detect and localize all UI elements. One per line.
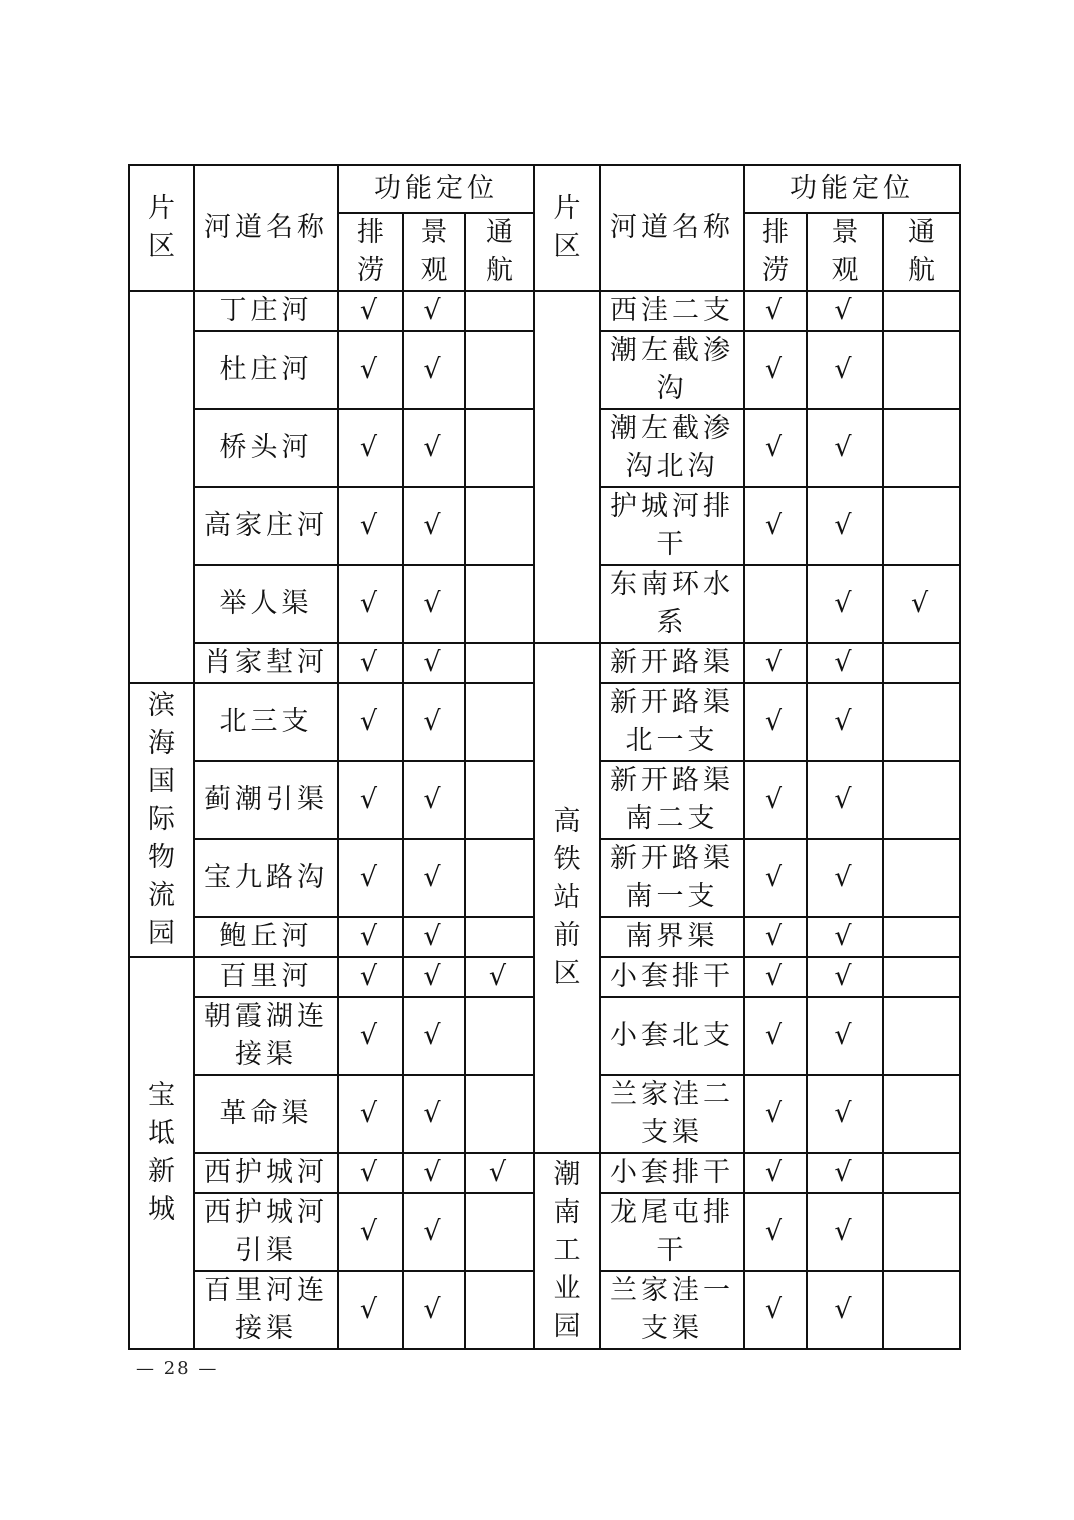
river-name-left: 百里河 [194,957,338,997]
drain-check-left: √ [338,331,403,409]
river-name-left: 鲍丘河 [194,917,338,957]
scenic-check-left: √ [403,643,465,683]
navigation-check-right [883,1193,960,1271]
drain-check-right [744,565,807,643]
scenic-check-left: √ [403,761,465,839]
navigation-check-left [465,331,534,409]
scenic-check-left: √ [403,1271,465,1349]
drain-check-right: √ [744,291,807,331]
drain-check-right: √ [744,683,807,761]
river-name-right: 南界渠 [600,917,744,957]
navigation-check-right [883,997,960,1075]
navigation-check-right [883,409,960,487]
zone-cell-right-13 [534,1153,600,1349]
river-name-right: 兰家洼二支渠 [600,1075,744,1153]
river-name-left: 西护城河引渠 [194,1193,338,1271]
navigation-check-left [465,917,534,957]
scenic-check-right: √ [807,997,883,1075]
river-name-left: 丁庄河 [194,291,338,331]
scenic-check-left: √ [403,409,465,487]
page-number: — 28 — [136,1358,219,1379]
scenic-check-left: √ [403,683,465,761]
navigation-check-right [883,761,960,839]
zone-label-right-5: 高铁站前区 [553,806,581,989]
river-name-right: 小套排干 [600,957,744,997]
river-name-left: 桥头河 [194,409,338,487]
header-drain-left: 排涝 [338,213,403,291]
drain-check-right: √ [744,487,807,565]
drain-check-right: √ [744,1193,807,1271]
header-zone-left: 片区 [129,165,194,291]
river-name-right: 新开路渠 [600,643,744,683]
drain-check-left: √ [338,1153,403,1193]
river-name-left: 肖家堼河 [194,643,338,683]
header-function-left: 功能定位 [338,165,534,213]
header-row-1 [129,165,960,213]
table-row [129,643,960,683]
drain-check-left: √ [338,291,403,331]
scenic-check-right: √ [807,291,883,331]
navigation-check-right [883,1075,960,1153]
drain-check-right: √ [744,997,807,1075]
drain-check-right: √ [744,957,807,997]
navigation-check-right [883,643,960,683]
river-name-left: 革命渠 [194,1075,338,1153]
scenic-check-right: √ [807,565,883,643]
scenic-check-right: √ [807,1271,883,1349]
drain-check-left: √ [338,643,403,683]
header-navigation-left: 通航 [465,213,534,291]
navigation-check-left: √ [465,1153,534,1193]
drain-check-right: √ [744,1153,807,1193]
river-name-left: 蓟潮引渠 [194,761,338,839]
navigation-check-right [883,957,960,997]
header-function-right: 功能定位 [744,165,960,213]
navigation-check-left [465,565,534,643]
river-name-left: 西护城河 [194,1153,338,1193]
navigation-check-right [883,331,960,409]
river-name-right: 小套排干 [600,1153,744,1193]
navigation-check-right [883,839,960,917]
navigation-check-left [465,839,534,917]
zone-cell-left-0 [129,291,194,683]
navigation-check-left: √ [465,957,534,997]
river-name-left: 百里河连接渠 [194,1271,338,1349]
drain-check-left: √ [338,917,403,957]
river-name-right: 新开路渠南一支 [600,839,744,917]
navigation-check-right [883,1271,960,1349]
river-name-right: 东南环水系 [600,565,744,643]
navigation-check-left [465,1193,534,1271]
navigation-check-left [465,997,534,1075]
river-name-right: 新开路渠南二支 [600,761,744,839]
river-name-right: 潮左截渗沟 [600,331,744,409]
navigation-check-right [883,487,960,565]
drain-check-right: √ [744,839,807,917]
zone-label-left-6: 滨海国际物流园 [147,690,175,949]
scenic-check-left: √ [403,1075,465,1153]
header-name-right: 河道名称 [600,165,744,291]
drain-check-right: √ [744,917,807,957]
header-name-left: 河道名称 [194,165,338,291]
header-scenic-right: 景观 [807,213,883,291]
drain-check-left: √ [338,1271,403,1349]
scenic-check-right: √ [807,487,883,565]
drain-check-left: √ [338,997,403,1075]
scenic-check-left: √ [403,565,465,643]
river-name-left: 宝九路沟 [194,839,338,917]
navigation-check-left [465,1075,534,1153]
table-row [129,1153,960,1193]
river-name-left: 北三支 [194,683,338,761]
zone-label-right-13: 潮南工业园 [553,1159,581,1342]
drain-check-left: √ [338,565,403,643]
navigation-check-left [465,643,534,683]
scenic-check-right: √ [807,1075,883,1153]
navigation-check-right [883,1153,960,1193]
zone-cell-right-0 [534,291,600,643]
navigation-check-right [883,291,960,331]
table-row [129,291,960,331]
scenic-check-right: √ [807,409,883,487]
river-name-left: 举人渠 [194,565,338,643]
scenic-check-left: √ [403,917,465,957]
scenic-check-left: √ [403,1153,465,1193]
drain-check-right: √ [744,331,807,409]
header-drain-right: 排涝 [744,213,807,291]
navigation-check-left [465,487,534,565]
zone-label-left-10: 宝坻新城 [147,1080,175,1225]
zone-cell-left-6 [129,683,194,957]
drain-check-left: √ [338,957,403,997]
river-name-left: 高家庄河 [194,487,338,565]
river-name-right: 新开路渠北一支 [600,683,744,761]
navigation-check-left [465,291,534,331]
scenic-check-left: √ [403,291,465,331]
scenic-check-left: √ [403,957,465,997]
river-name-right: 护城河排干 [600,487,744,565]
header-zone-right: 片区 [534,165,600,291]
zone-cell-left-10 [129,957,194,1349]
drain-check-left: √ [338,683,403,761]
drain-check-right: √ [744,761,807,839]
scenic-check-right: √ [807,643,883,683]
river-name-right: 潮左截渗沟北沟 [600,409,744,487]
drain-check-left: √ [338,487,403,565]
scenic-check-right: √ [807,1193,883,1271]
scenic-check-right: √ [807,683,883,761]
navigation-check-left [465,409,534,487]
drain-check-right: √ [744,1271,807,1349]
navigation-check-right [883,683,960,761]
navigation-check-right: √ [883,565,960,643]
scenic-check-left: √ [403,997,465,1075]
river-function-table [128,164,961,1350]
drain-check-left: √ [338,1193,403,1271]
river-name-left: 杜庄河 [194,331,338,409]
river-name-right: 兰家洼一支渠 [600,1271,744,1349]
scenic-check-right: √ [807,761,883,839]
scenic-check-left: √ [403,839,465,917]
scenic-check-right: √ [807,957,883,997]
scenic-check-left: √ [403,487,465,565]
drain-check-left: √ [338,761,403,839]
river-name-right: 小套北支 [600,997,744,1075]
river-name-right: 西洼二支 [600,291,744,331]
drain-check-right: √ [744,409,807,487]
navigation-check-left [465,683,534,761]
river-name-left: 朝霞湖连接渠 [194,997,338,1075]
drain-check-left: √ [338,1075,403,1153]
scenic-check-right: √ [807,1153,883,1193]
drain-check-right: √ [744,1075,807,1153]
drain-check-left: √ [338,409,403,487]
scenic-check-right: √ [807,839,883,917]
header-navigation-right: 通航 [883,213,960,291]
river-name-right: 龙尾屯排干 [600,1193,744,1271]
navigation-check-right [883,917,960,957]
header-scenic-left: 景观 [403,213,465,291]
scenic-check-left: √ [403,331,465,409]
scenic-check-right: √ [807,917,883,957]
scenic-check-left: √ [403,1193,465,1271]
drain-check-left: √ [338,839,403,917]
drain-check-right: √ [744,643,807,683]
navigation-check-left [465,1271,534,1349]
scenic-check-right: √ [807,331,883,409]
navigation-check-left [465,761,534,839]
zone-cell-right-5 [534,643,600,1153]
